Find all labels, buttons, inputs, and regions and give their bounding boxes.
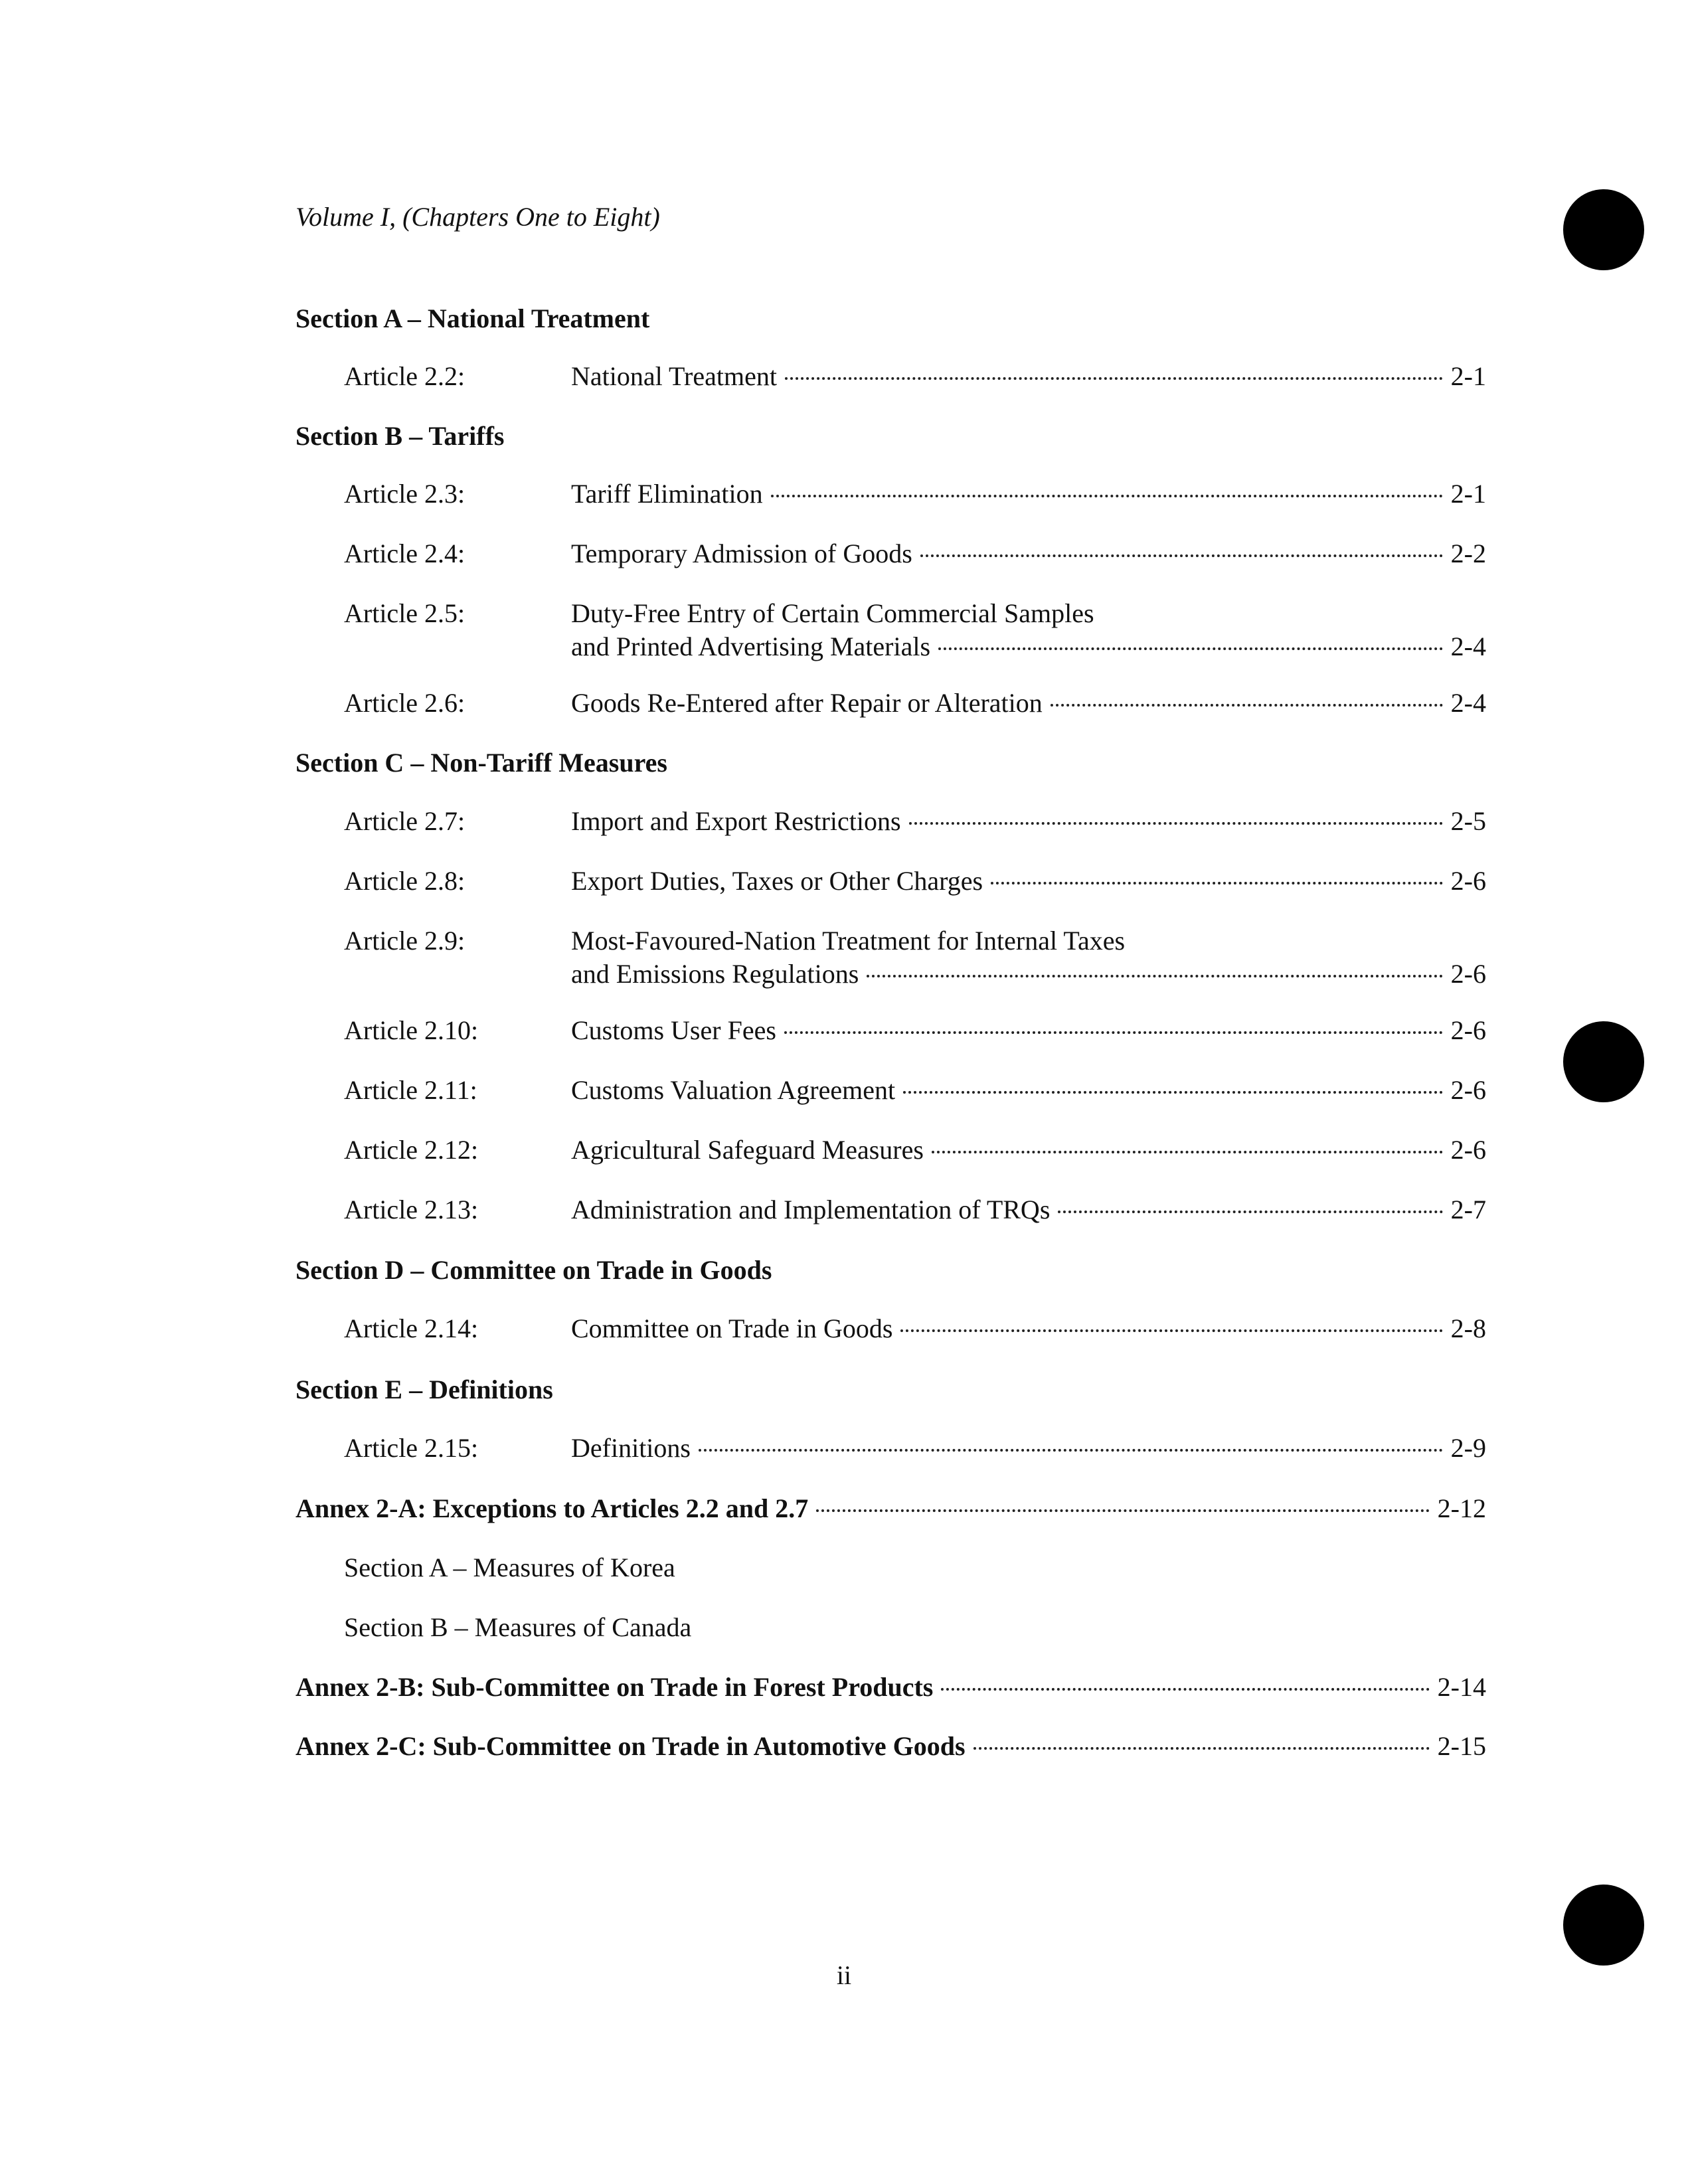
article-number: Article 2.15: <box>344 1433 479 1463</box>
leader-dots <box>938 647 1443 650</box>
toc-annex-entry[interactable] <box>295 1493 1486 1525</box>
article-number: Article 2.12: <box>344 1135 479 1165</box>
article-number: Article 2.2: <box>344 361 465 391</box>
article-number: Article 2.5: <box>344 598 465 628</box>
article-title: Temporary Admission of Goods <box>571 539 912 568</box>
article-title: Agricultural Safeguard Measures <box>571 1135 924 1165</box>
leader-dots <box>941 1688 1429 1691</box>
article-title: Duty-Free Entry of Certain Commercial Samples <box>571 598 1094 628</box>
page-ref: 2-12 <box>1437 1493 1486 1523</box>
article-number: Article 2.13: <box>344 1195 479 1224</box>
page-ref: 2-4 <box>1450 631 1486 661</box>
page-ref: 2-8 <box>1450 1313 1486 1343</box>
article-number: Article 2.6: <box>344 688 465 718</box>
leader-dots <box>920 554 1443 557</box>
article-title: Customs User Fees <box>571 1015 776 1045</box>
leader-dots <box>771 495 1443 497</box>
binder-hole <box>1563 189 1644 270</box>
article-title: Administration and Implementation of TRQs <box>571 1195 1051 1224</box>
article-title: Import and Export Restrictions <box>571 806 901 836</box>
article-number: Article 2.7: <box>344 806 465 836</box>
leader-dots <box>785 377 1443 380</box>
page-number: ii <box>836 1960 852 1990</box>
leader-dots <box>1058 1211 1442 1213</box>
leader-dots <box>909 822 1443 825</box>
page-ref: 2-4 <box>1450 688 1486 718</box>
page-ref: 2-1 <box>1450 479 1486 509</box>
article-title: Customs Valuation Agreement <box>571 1075 896 1105</box>
volume-title: Volume I, (Chapters One to Eight) <box>295 202 660 232</box>
annex-title: Annex 2-A: Exceptions to Articles 2.2 and 2.7 <box>295 1493 809 1523</box>
article-title: Most-Favoured-Nation Treatment for Internal Taxes <box>571 926 1126 956</box>
page-ref: 2-2 <box>1450 539 1486 568</box>
article-number: Article 2.10: <box>344 1015 479 1045</box>
page-ref: 2-7 <box>1450 1195 1486 1224</box>
toc-annex-entry[interactable] <box>295 1671 1486 1703</box>
article-number: Article 2.14: <box>344 1313 479 1343</box>
leader-dots <box>991 882 1443 884</box>
section-heading: Section C – Non-Tariff Measures <box>295 748 667 778</box>
page-ref: 2-14 <box>1437 1672 1486 1702</box>
binder-hole <box>1563 1021 1644 1102</box>
page-ref: 2-1 <box>1450 361 1486 391</box>
section-heading: Section E – Definitions <box>295 1375 553 1404</box>
page-ref: 2-6 <box>1450 866 1486 896</box>
page-ref: 2-5 <box>1450 806 1486 836</box>
annex-title: Annex 2-C: Sub-Committee on Trade in Automotive Goods <box>295 1731 966 1761</box>
binder-hole <box>1563 1885 1644 1966</box>
page-ref: 2-6 <box>1450 1075 1486 1105</box>
section-heading: Section B – Tariffs <box>295 421 505 451</box>
article-title: Tariff Elimination <box>571 479 763 509</box>
article-title-cont: and Emissions Regulations <box>571 959 859 989</box>
article-title: Goods Re-Entered after Repair or Alteration <box>571 688 1043 718</box>
page-ref: 2-6 <box>1450 1015 1486 1045</box>
section-heading: Section A – National Treatment <box>295 303 650 333</box>
page-ref: 2-6 <box>1450 1135 1486 1165</box>
article-title: Committee on Trade in Goods <box>571 1313 893 1343</box>
leader-dots <box>973 1747 1430 1750</box>
leader-dots <box>867 975 1442 977</box>
page-ref: 2-9 <box>1450 1433 1486 1463</box>
article-number: Article 2.4: <box>344 539 465 568</box>
article-title-cont: and Printed Advertising Materials <box>571 631 931 661</box>
leader-dots <box>900 1329 1442 1332</box>
leader-dots <box>1051 704 1443 707</box>
article-number: Article 2.3: <box>344 479 465 509</box>
article-title: Definitions <box>571 1433 691 1463</box>
annex-subsection: Section B – Measures of Canada <box>344 1612 692 1642</box>
page-ref: 2-6 <box>1450 959 1486 989</box>
annex-subsection: Section A – Measures of Korea <box>344 1553 675 1582</box>
section-heading: Section D – Committee on Trade in Goods <box>295 1255 772 1285</box>
article-title: Export Duties, Taxes or Other Charges <box>571 866 983 896</box>
page-ref: 2-15 <box>1437 1731 1486 1761</box>
article-number: Article 2.11: <box>344 1075 477 1105</box>
leader-dots <box>816 1509 1429 1512</box>
leader-dots <box>903 1091 1443 1094</box>
annex-title: Annex 2-B: Sub-Committee on Trade in Forest Products <box>295 1672 934 1702</box>
leader-dots <box>932 1151 1443 1153</box>
leader-dots <box>784 1031 1443 1034</box>
article-number: Article 2.8: <box>344 866 465 896</box>
leader-dots <box>699 1449 1443 1452</box>
article-number: Article 2.9: <box>344 926 465 956</box>
article-title: National Treatment <box>571 361 777 391</box>
toc-annex-entry[interactable] <box>295 1730 1486 1762</box>
